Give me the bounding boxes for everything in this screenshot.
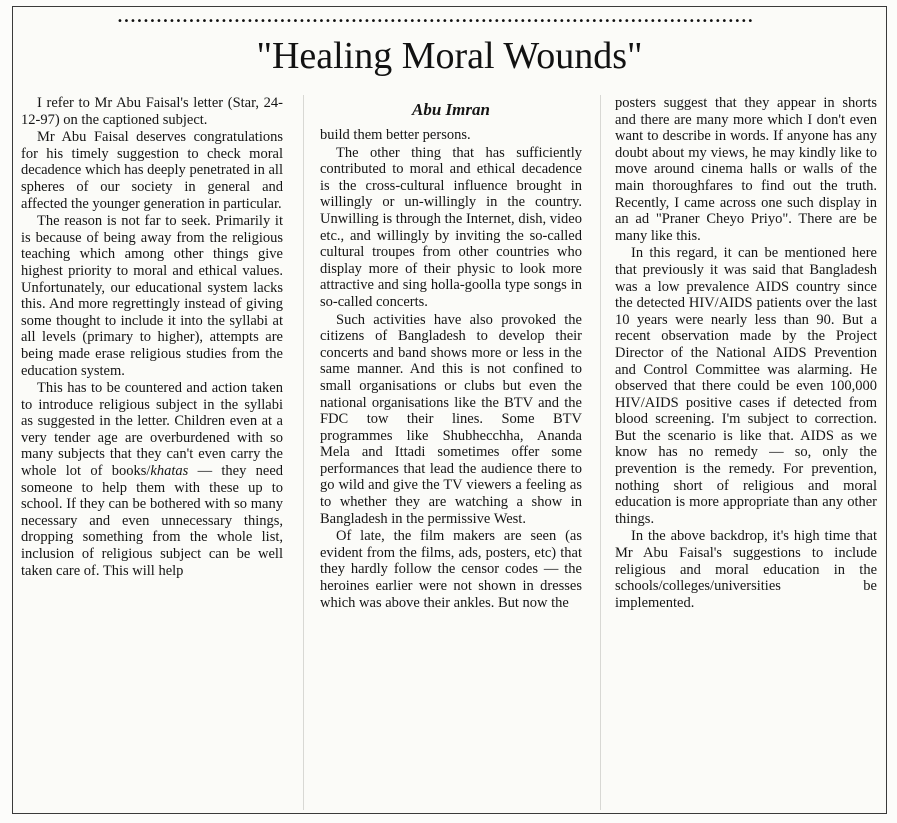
paragraph	[21, 380, 283, 579]
text-run: This has to be countered and action taken to introduce religious subject in the syllabi as suggested in the letter. Children even at a very tender age are overburdened with so many subjects that they can't even carry the whole lot of books/	[21, 380, 283, 480]
paragraph: I refer to Mr Abu Faisal's letter (Star, 24-12-97) on the captioned subject.	[21, 95, 283, 128]
column-1	[21, 95, 283, 579]
column-gutter	[303, 95, 304, 810]
paragraph: Such activities have also provoked the citizens of Bangladesh to develop their concerts and band shows more or less in the same manner. And this is not confined to small organisations or clubs but even the national organisations like the BTV and the FDC tow their lines. Some BTV programmes like Shubhecchha, Ananda Mela and Ittadi sometimes offer some performances that lead the audience there to go wild and give the TV viewers a feeling as to whether they are watching a show in Bangladesh in the permissive West.	[320, 311, 582, 527]
paragraph: build them better persons.	[320, 127, 471, 143]
italic-term: khatas	[150, 463, 189, 480]
paragraph: The reason is not far to seek. Primarily it is because of being away from the religious teaching which among other things give highest priority to moral and ethical values. Unfortunately, our educational system lacks this. And more regrettingly instead of giving some thought to include it into the syllabi at all levels (primary to higher), attempts are being made erase religious studies from the education system.	[21, 213, 283, 379]
paragraph: In this regard, it can be mentioned here that previously it was said that Bangladesh was a low prevalence AIDS country since the detected HIV/AIDS patients over the last 10 years were nearly less than 90. But a recent observation made by the Project Director of the National AIDS Prevention and Control Committee was alarming. He observed that there could be even 100,000 HIV/AIDS positive cases if detected from blood screening. I'm subject to correction. But the scenario is like that. AIDS as we know has no remedy — so, only the prevention is the remedy. For prevention, nothing short of religious and moral education is more appropriate than any other things.	[615, 245, 877, 527]
paragraph: posters suggest that they appear in shorts and there are many more which I don't even want to describe in words. If anyone has any doubt about my views, he may kindly like to move around cinema halls or walls of the main thoroughfares to find out the truth. Recently, I came across one such display in an ad "Praner Cheyo Priyo". There are be many like this.	[615, 95, 877, 244]
column-2	[320, 101, 582, 611]
author-byline: Abu Imran	[412, 100, 490, 119]
column-gutter	[600, 95, 601, 810]
paragraph: Mr Abu Faisal deserves congratulations for his timely suggestion to check moral decadence which has deeply penetrated in all spheres of our society in general and affected the younger generation in particular.	[21, 129, 283, 212]
paragraph: The other thing that has sufficiently contributed to moral and ethical decadence is the cross-cultural influence brought in willingly or un-willingly in the country. Unwilling is through the Internet, dish, video etc., and willingly by inviting the so-called cultural troupes from other countries who display more of their physic to look more attractive and sing holla-goolla type songs in so-called concerts.	[320, 144, 582, 310]
article-title: "Healing Moral Wounds"	[256, 35, 643, 77]
text-run: — they need someone to help them with these up to school. If they can be bothered with so many necessary and even unnecessary things, dropping something from the whole list, inclusion of religious subject can be well taken care of. This will help	[21, 463, 284, 579]
column-3	[615, 95, 877, 611]
paragraph: Of late, the film makers are seen (as evident from the films, ads, posters, etc) that they hardly follow the censor codes — the heroines earlier were not shown in dresses which was above their ankles. But now the	[320, 528, 582, 611]
newspaper-clipping	[12, 6, 887, 814]
ornamental-dot-rule: ••••••••••••••••••••••••••••••••••••••••••••••••••••••••••••••••••••••••••••••••••••••••••••••••••	[117, 17, 754, 27]
paragraph: In the above backdrop, it's high time that Mr Abu Faisal's suggestions to include religious and moral education in the schools/colleges/universities be implemented.	[615, 528, 877, 611]
